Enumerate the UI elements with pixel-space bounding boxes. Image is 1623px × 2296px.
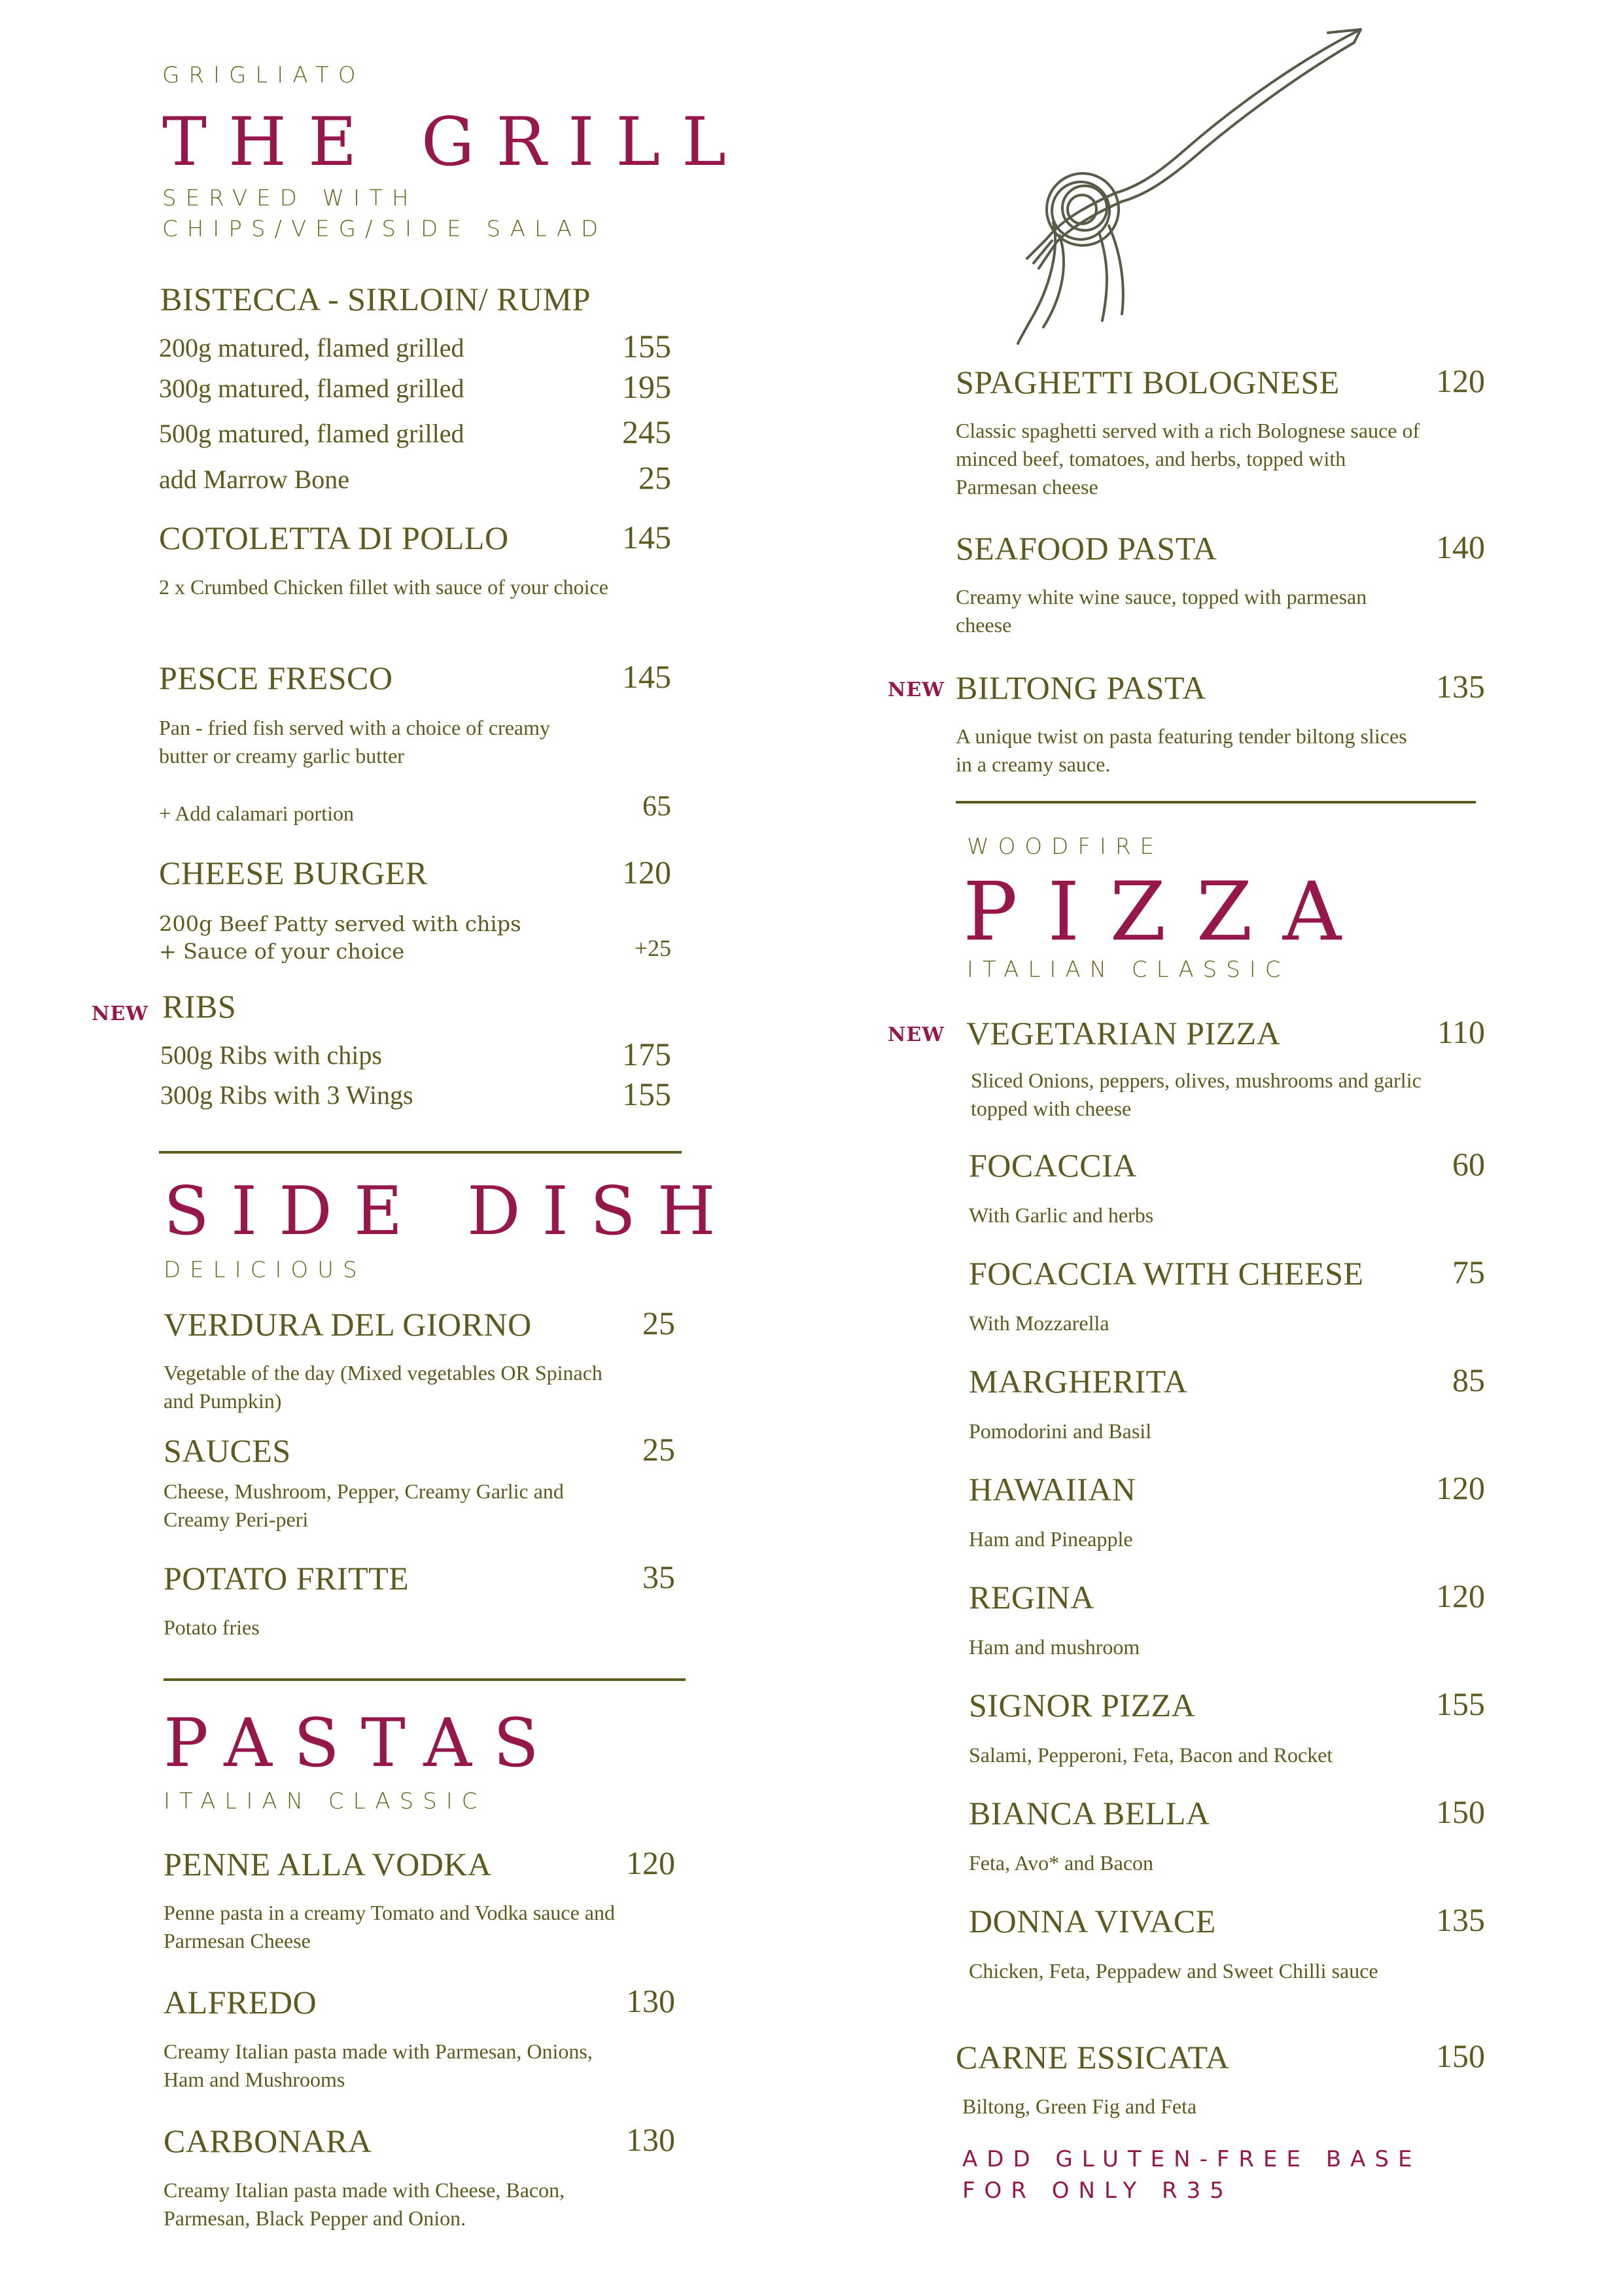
pizza-desc: Ham and mushroom bbox=[969, 1635, 1140, 1659]
new-badge: NEW bbox=[888, 679, 945, 701]
burger-desc-2: + Sauce of your choice bbox=[159, 939, 405, 964]
pasta-desc: Classic spaghetti served with a rich Bolognese sauce of minced beef, tomatoes, and herbs, topped with Parmesan cheese bbox=[956, 419, 1420, 499]
ribs-option-price: 175 bbox=[622, 1036, 671, 1072]
burger-desc-1: 200g Beef Patty served with chips bbox=[159, 911, 521, 936]
pasta-price: 120 bbox=[1436, 362, 1485, 399]
bistecca-option-price: 195 bbox=[622, 368, 671, 405]
side-price: 35 bbox=[642, 1559, 675, 1595]
pesce-price: 145 bbox=[622, 658, 671, 695]
pizza-name: MARGHERITA bbox=[969, 1363, 1188, 1400]
pasta-price: 130 bbox=[626, 1983, 675, 2019]
ribs-option-price: 155 bbox=[622, 1076, 671, 1112]
pastas-kicker: ITALIAN CLASSIC bbox=[164, 1788, 487, 1814]
pasta-name: PENNE ALLA VODKA bbox=[164, 1846, 492, 1882]
bistecca-option-price: 25 bbox=[638, 459, 671, 496]
side-desc: Cheese, Mushroom, Pepper, Creamy Garlic and Creamy Peri-peri bbox=[164, 1479, 564, 1531]
ribs-option-label: 300g Ribs with 3 Wings bbox=[160, 1080, 413, 1110]
pizza-name: FOCACCIA WITH CHEESE bbox=[969, 1255, 1364, 1292]
pizza-desc: Biltong, Green Fig and Feta bbox=[962, 2094, 1197, 2118]
pizza-price: 135 bbox=[1436, 1901, 1485, 1938]
pizza-desc: With Mozzarella bbox=[969, 1311, 1109, 1335]
side-price: 25 bbox=[642, 1305, 675, 1341]
new-badge: NEW bbox=[888, 1023, 945, 1046]
bistecca-option-label: 500g matured, flamed grilled bbox=[159, 419, 464, 448]
pizza-name: CARNE ESSICATA bbox=[956, 2039, 1230, 2075]
pesce-addon-label: + Add calamari portion bbox=[159, 802, 354, 825]
pizza-desc: Ham and Pineapple bbox=[969, 1527, 1133, 1551]
cotoletta-desc: 2 x Crumbed Chicken fillet with sauce of your choice bbox=[159, 575, 608, 599]
pizza-desc: Sliced Onions, peppers, olives, mushrooms and garlic topped with cheese bbox=[971, 1069, 1422, 1120]
pasta-name: BILTONG PASTA bbox=[956, 669, 1206, 706]
pasta-price: 130 bbox=[626, 2121, 675, 2158]
burger-name: CHEESE BURGER bbox=[159, 855, 428, 891]
pizza-desc: Chicken, Feta, Peppadew and Sweet Chilli sauce bbox=[969, 1959, 1378, 1983]
pizza-name: DONNA VIVACE bbox=[969, 1903, 1216, 1939]
pizza-price: 150 bbox=[1436, 2038, 1485, 2074]
side-name: SAUCES bbox=[164, 1432, 291, 1469]
pasta-desc: Creamy Italian pasta made with Cheese, Bacon, Parmesan, Black Pepper and Onion. bbox=[164, 2178, 565, 2230]
cotoletta-price: 145 bbox=[622, 519, 671, 556]
pizza-name: SIGNOR PIZZA bbox=[969, 1687, 1196, 1723]
pizza-price: 75 bbox=[1452, 1254, 1485, 1290]
pizza-desc: Pomodorini and Basil bbox=[969, 1419, 1152, 1443]
pasta-name: SPAGHETTI BOLOGNESE bbox=[956, 364, 1340, 400]
bistecca-option-label: 300g matured, flamed grilled bbox=[159, 374, 464, 403]
pasta-desc: A unique twist on pasta featuring tender biltong slices in a creamy sauce. bbox=[956, 724, 1407, 776]
pizza-desc: Salami, Pepperoni, Feta, Bacon and Rocket bbox=[969, 1743, 1333, 1767]
gluten-free-note: ADD GLUTEN-FREE BASE FOR ONLY R35 bbox=[962, 2146, 1422, 2204]
pizza-name: BIANCA BELLA bbox=[969, 1795, 1210, 1831]
bistecca-option-label: 200g matured, flamed grilled bbox=[159, 333, 464, 362]
pizza-name: FOCACCIA bbox=[969, 1147, 1137, 1184]
pesce-name: PESCE FRESCO bbox=[159, 660, 393, 696]
bistecca-option-label: add Marrow Bone bbox=[159, 465, 350, 494]
ribs-option-label: 500g Ribs with chips bbox=[160, 1040, 382, 1070]
section-divider bbox=[956, 801, 1476, 804]
side-desc: Potato fries bbox=[164, 1616, 260, 1639]
side-name: POTATO FRITTE bbox=[164, 1560, 410, 1597]
pasta-name: ALFREDO bbox=[164, 1984, 317, 2021]
bistecca-name: BISTECCA - SIRLOIN/ RUMP bbox=[160, 281, 591, 317]
burger-price: 120 bbox=[622, 854, 671, 891]
pizza-price: 155 bbox=[1436, 1686, 1485, 1722]
pizza-desc: Feta, Avo* and Bacon bbox=[969, 1851, 1154, 1875]
ribs-name: RIBS bbox=[162, 988, 237, 1025]
bistecca-option-price: 245 bbox=[622, 414, 671, 450]
pasta-desc: Penne pasta in a creamy Tomato and Vodka sauce and Parmesan Cheese bbox=[164, 1901, 615, 1952]
pizza-price: 120 bbox=[1436, 1578, 1485, 1614]
side-price: 25 bbox=[642, 1431, 675, 1468]
burger-sauce-price: +25 bbox=[634, 935, 671, 961]
pastas-title: PASTAS bbox=[164, 1704, 561, 1782]
grill-title: THE GRILL bbox=[162, 103, 748, 181]
pasta-desc: Creamy Italian pasta made with Parmesan, Onions, Ham and Mushrooms bbox=[164, 2040, 593, 2091]
section-divider bbox=[164, 1678, 686, 1681]
grill-served-with-1: SERVED WITH bbox=[162, 185, 418, 211]
pizza-kicker: WOODFIRE bbox=[967, 834, 1164, 860]
pizza-price: 150 bbox=[1436, 1793, 1485, 1830]
pizza-price: 120 bbox=[1436, 1470, 1485, 1506]
pizza-price: 110 bbox=[1437, 1014, 1485, 1050]
pizza-name: REGINA bbox=[969, 1579, 1094, 1616]
bistecca-option-price: 155 bbox=[622, 328, 671, 364]
pasta-desc: Creamy white wine sauce, topped with parmesan cheese bbox=[956, 585, 1367, 637]
grill-served-with-2: CHIPS/VEG/SIDE SALAD bbox=[162, 216, 608, 242]
grill-kicker: GRIGLIATO bbox=[162, 62, 365, 88]
pasta-name: CARBONARA bbox=[164, 2123, 372, 2159]
sides-kicker: DELICIOUS bbox=[164, 1257, 366, 1283]
pasta-name: SEAFOOD PASTA bbox=[956, 530, 1217, 567]
pizza-name: HAWAIIAN bbox=[969, 1471, 1136, 1508]
pesce-desc: Pan - fried fish served with a choice of creamy butter or creamy garlic butter bbox=[159, 716, 550, 768]
cotoletta-name: COTOLETTA DI POLLO bbox=[159, 520, 509, 556]
pasta-price: 135 bbox=[1436, 668, 1485, 705]
sides-title: SIDE DISH bbox=[164, 1173, 737, 1250]
pizza-desc: With Garlic and herbs bbox=[969, 1203, 1154, 1227]
pasta-price: 120 bbox=[626, 1845, 675, 1881]
pesce-addon-price: 65 bbox=[642, 790, 671, 822]
pasta-price: 140 bbox=[1436, 529, 1485, 565]
side-desc: Vegetable of the day (Mixed vegetables OR Spinach and Pumpkin) bbox=[164, 1361, 602, 1413]
pizza-title: PIZZA bbox=[963, 865, 1372, 959]
pizza-price: 85 bbox=[1452, 1362, 1485, 1398]
pizza-subkicker: ITALIAN CLASSIC bbox=[967, 957, 1290, 983]
side-name: VERDURA DEL GIORNO bbox=[164, 1306, 532, 1343]
pizza-name: VEGETARIAN PIZZA bbox=[966, 1015, 1281, 1051]
new-badge: NEW bbox=[92, 1002, 148, 1025]
fork-spaghetti-icon bbox=[962, 13, 1393, 353]
pizza-price: 60 bbox=[1452, 1146, 1485, 1182]
section-divider bbox=[159, 1151, 682, 1154]
